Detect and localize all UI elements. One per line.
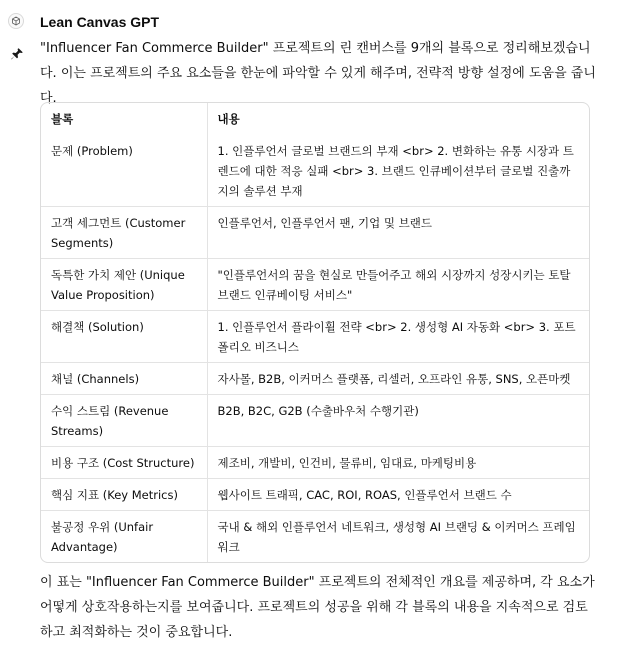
- table-row: [41, 479, 589, 511]
- table-header-row: [41, 103, 589, 135]
- block-cell: 수익 스트림 (Revenue Streams): [41, 395, 207, 447]
- content-cell: 웹사이트 트래픽, CAC, ROI, ROAS, 인플루언서 브랜드 수: [207, 479, 589, 511]
- header-block: 블록: [51, 112, 74, 126]
- content-cell: 제조비, 개발비, 인건비, 물류비, 임대료, 마케팅비용: [207, 447, 589, 479]
- content-cell: "인플루언서의 꿈을 현실로 만들어주고 해외 시장까지 성장시키는 토탈 브랜드 인큐베이팅 서비스": [207, 259, 589, 311]
- table-row: [41, 259, 589, 311]
- content-cell: 1. 인플루언서 글로벌 브랜드의 부재 <br> 2. 변화하는 유통 시장과 트렌드에 대한 적응 실패 <br> 3. 브랜드 인큐베이션부터 글로벌 진출까지의 솔루션 부재: [207, 135, 589, 207]
- content-cell: B2B, B2C, G2B (수출바우처 수행기관): [207, 395, 589, 447]
- content-cell: 1. 인플루언서 플라이휠 전략 <br> 2. 생성형 AI 자동화 <br> 3. 포트폴리오 비즈니스: [207, 311, 589, 363]
- outro-text: 이 표는 "Influencer Fan Commerce Builder" 프로젝트의 전체적인 개요를 제공하며, 각 요소가 어떻게 상호작용하는지를 보여줍니다. 프로젝트의 성공을 위해 각 블록의 내용을 지속적으로 검토하고 최적화하는 것이 중요합니다.: [40, 575, 595, 640]
- table-row: [41, 511, 589, 563]
- sender-name: Lean Canvas GPT: [40, 14, 160, 30]
- block-cell: 독특한 가치 제안 (Unique Value Proposition): [41, 259, 207, 311]
- block-cell: 채널 (Channels): [41, 363, 207, 395]
- block-cell: 문제 (Problem): [51, 144, 133, 158]
- gpt-avatar-icon[interactable]: [8, 13, 24, 29]
- block-cell: 핵심 지표 (Key Metrics): [41, 479, 207, 511]
- table-row: [41, 135, 589, 207]
- table-row: [41, 447, 589, 479]
- block-cell: 해결책 (Solution): [41, 311, 207, 363]
- intro-text: "Influencer Fan Commerce Builder" 프로젝트의 린 캔버스를 9개의 블록으로 정리해보겠습니다. 이는 프로젝트의 주요 요소들을 한눈에 파악할 수 있게 해주며, 전략적 방향 설정에 도움을 줍니다.: [40, 41, 596, 106]
- header-content: 내용: [207, 103, 589, 135]
- block-cell: 고객 세그먼트 (Customer Segments): [41, 207, 207, 259]
- pin-icon[interactable]: [10, 47, 24, 61]
- table-row: [41, 207, 589, 259]
- table-row: [41, 395, 589, 447]
- content-cell: 국내 & 해외 인플루언서 네트워크, 생성형 AI 브랜딩 & 이커머스 프레임워크: [207, 511, 589, 563]
- lean-canvas-table: [40, 102, 590, 563]
- table-row: [41, 311, 589, 363]
- block-cell: 불공정 우위 (Unfair Advantage): [41, 511, 207, 563]
- content-cell: 자사몰, B2B, 이커머스 플랫폼, 리셀러, 오프라인 유통, SNS, 오픈마켓: [207, 363, 589, 395]
- table-row: [41, 363, 589, 395]
- block-cell: 비용 구조 (Cost Structure): [41, 447, 207, 479]
- content-cell: 인플루언서, 인플루언서 팬, 기업 및 브랜드: [207, 207, 589, 259]
